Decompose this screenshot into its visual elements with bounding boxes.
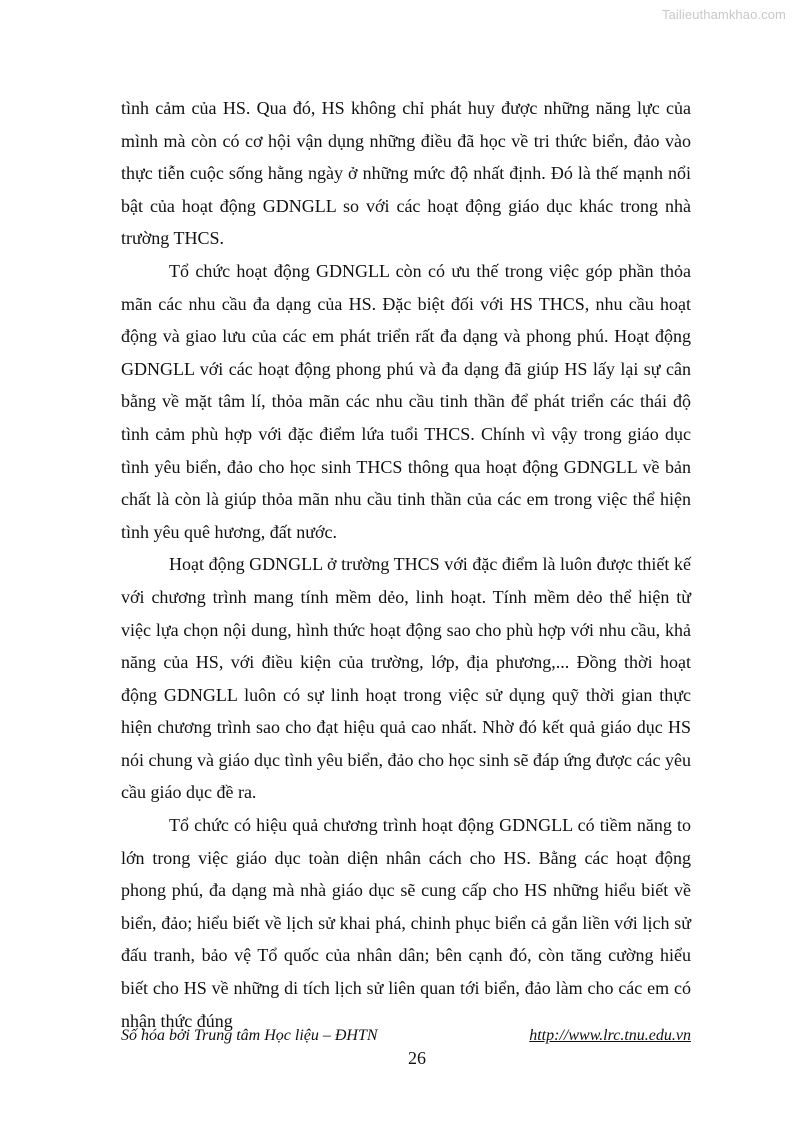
paragraph-4: Tổ chức có hiệu quả chương trình hoạt động GDNGLL có tiềm năng to lớn trong việc giáo dục toàn diện nhân cách cho HS. Bằng các hoạt động phong phú, đa dạng mà nhà giáo dục sẽ cung cấp cho HS những hiểu biết về biển, đảo; hiểu biết về lịch sử khai phá, chinh phục biển cả gắn liền với lịch sử đấu tranh, bảo vệ Tổ quốc của nhân dân; bên cạnh đó, còn tăng cường hiểu biết cho HS về những di tích lịch sử liên quan tới biển, đảo làm cho các em có nhận thức đúng (121, 815, 691, 1031)
watermark-text: Tailieuthamkhao.com (661, 7, 786, 22)
footer-digitized-by: Số hóa bởi Trung tâm Học liệu – ĐHTN (121, 1027, 378, 1044)
page-number: 26 (408, 1048, 426, 1068)
paragraph-3: Hoạt động GDNGLL ở trường THCS với đặc điểm là luôn được thiết kế với chương trình mang tính mềm dẻo, linh hoạt. Tính mềm dẻo thể hiện từ việc lựa chọn nội dung, hình thức hoạt động sao cho phù hợp với nhu cầu, khả năng của HS, với điều kiện của trường, lớp, địa phương,... Đồng thời hoạt động GDNGLL luôn có sự linh hoạt trong việc sử dụng quỹ thời gian thực hiện chương trình sao cho đạt hiệu quả cao nhất. Nhờ đó kết quả giáo dục HS nói chung và giáo dục tình yêu biển, đảo cho học sinh sẽ đáp ứng được các yêu cầu giáo dục đề ra. (121, 554, 691, 803)
page-body (121, 92, 691, 1037)
footer-link[interactable]: http://www.lrc.tnu.edu.vn (529, 1027, 691, 1044)
paragraph-1: tình cảm của HS. Qua đó, HS không chỉ phát huy được những năng lực của mình mà còn có cơ hội vận dụng những điều đã học về tri thức biển, đảo vào thực tiễn cuộc sống hằng ngày ở những mức độ nhất định. Đó là thế mạnh nổi bật của hoạt động GDNGLL so với các hoạt động giáo dục khác trong nhà trường THCS. (121, 98, 691, 249)
paragraph-2: Tổ chức hoạt động GDNGLL còn có ưu thế trong việc góp phần thỏa mãn các nhu cầu đa dạng của HS. Đặc biệt đối với HS THCS, nhu cầu hoạt động và giao lưu của các em phát triển rất đa dạng và phong phú. Hoạt động GDNGLL với các hoạt động phong phú và đa dạng đã giúp HS lấy lại sự cân bằng về mặt tâm lí, thỏa mãn các nhu cầu tinh thần để phát triển các thái độ tình cảm phù hợp với đặc điểm lứa tuổi THCS. Chính vì vậy trong giáo dục tình yêu biển, đảo cho học sinh THCS thông qua hoạt động GDNGLL về bản chất là còn là giúp thỏa mãn nhu cầu tinh thần của các em trong việc thể hiện tình yêu quê hương, đất nước. (121, 260, 691, 542)
